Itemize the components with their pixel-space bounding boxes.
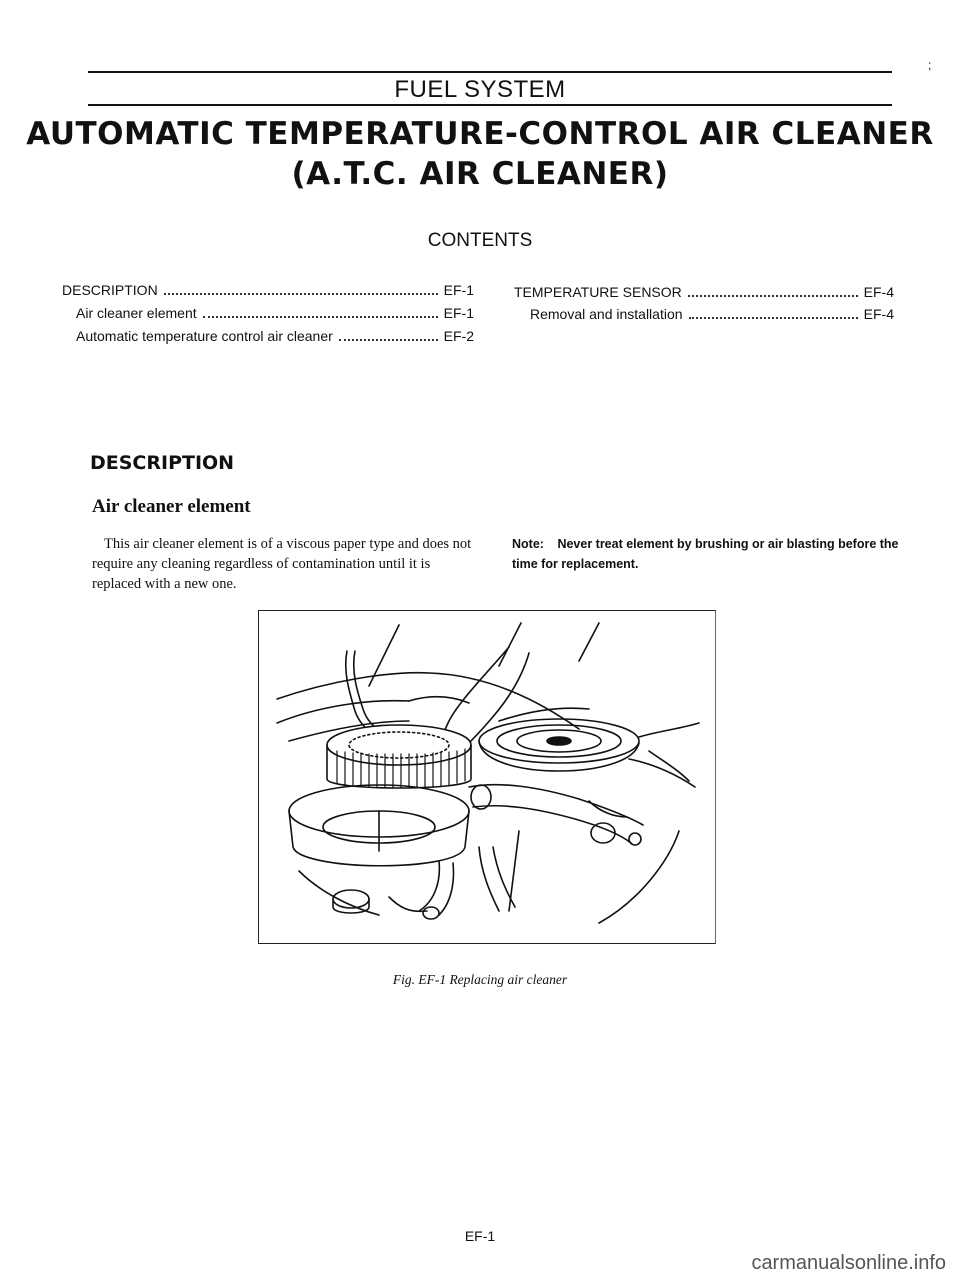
note-block bbox=[512, 534, 902, 574]
toc-entry-label: Air cleaner element bbox=[76, 305, 197, 321]
toc-leader bbox=[689, 317, 858, 319]
note-label: Note: bbox=[512, 537, 544, 551]
header-bottom-rule bbox=[88, 104, 892, 106]
toc-entry[interactable] bbox=[62, 282, 474, 298]
toc-entry[interactable] bbox=[514, 284, 894, 300]
section-title: FUEL SYSTEM bbox=[394, 76, 566, 103]
page-number: EF-1 bbox=[464, 1228, 496, 1244]
toc-entry-label: Removal and installation bbox=[530, 306, 683, 322]
toc-entry-page: EF-1 bbox=[443, 305, 474, 321]
page-title-line1: AUTOMATIC TEMPERATURE-CONTROL AIR CLEANER bbox=[26, 116, 934, 152]
contents-heading: CONTENTS bbox=[427, 230, 533, 251]
toc-leader bbox=[164, 293, 438, 295]
note-text: Never treat element by brushing or air blasting before the time for replacement. bbox=[512, 537, 899, 571]
toc-entry-page: EF-1 bbox=[443, 282, 474, 298]
corner-mark: ; bbox=[928, 58, 932, 72]
toc-entry-page: EF-4 bbox=[863, 306, 894, 322]
toc-entry-label: Automatic temperature control air cleaner bbox=[76, 328, 333, 344]
toc-entry[interactable] bbox=[76, 305, 474, 321]
toc-entry[interactable] bbox=[530, 306, 894, 322]
toc-leader bbox=[339, 339, 438, 341]
body-paragraph: This air cleaner element is of a viscous paper type and does not require any cleaning regardless of contamination until it is replaced with a new one. bbox=[92, 536, 472, 592]
toc-entry[interactable] bbox=[76, 328, 474, 344]
subsection-heading: Air cleaner element bbox=[92, 496, 251, 517]
page-title-line2: (A.T.C. AIR CLEANER) bbox=[291, 156, 669, 192]
figure-frame bbox=[258, 610, 716, 944]
toc-entry-label: TEMPERATURE SENSOR bbox=[514, 284, 682, 300]
watermark: carmanualsonline.info bbox=[751, 1252, 946, 1274]
toc-entry-page: EF-2 bbox=[443, 328, 474, 344]
toc-entry-page: EF-4 bbox=[863, 284, 894, 300]
toc-leader bbox=[203, 316, 438, 318]
figure-caption: Fig. EF-1 Replacing air cleaner bbox=[392, 972, 568, 987]
header-top-rule bbox=[88, 71, 892, 73]
section-heading: DESCRIPTION bbox=[90, 452, 235, 474]
toc-entry-label: DESCRIPTION bbox=[62, 282, 158, 298]
air-cleaner-illustration bbox=[259, 611, 715, 943]
toc-leader bbox=[688, 295, 858, 297]
